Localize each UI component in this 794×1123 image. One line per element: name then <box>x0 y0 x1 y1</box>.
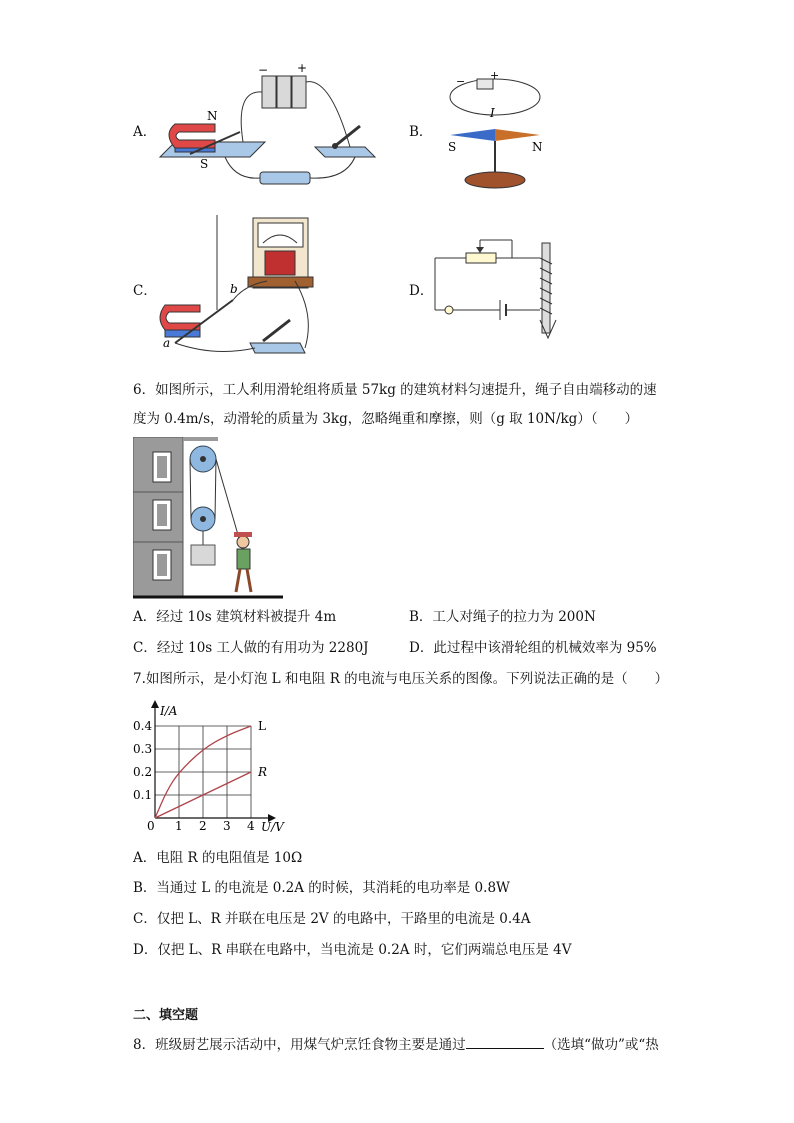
x-axis-label: U/V <box>261 820 284 834</box>
iv-graph <box>130 698 295 838</box>
figure-6-pulley-system <box>133 437 283 600</box>
y-axis-arrow <box>151 700 159 708</box>
q6-option-b: B．工人对绳子的拉力为 200N <box>409 609 596 625</box>
option-a-label: A． <box>133 124 157 140</box>
q7-option-d: D．仅把 L、R 串联在电路中，当电流是 0.2A 时，它们两端总电压是 4V <box>133 942 572 958</box>
q8-stem-part1: 8．班级厨艺展示活动中，用煤气炉烹饪食物主要是通过 <box>133 1037 466 1053</box>
compass-n-label: N <box>532 140 543 154</box>
battery-plus-label: + <box>297 62 308 75</box>
series-label-L: L <box>258 719 266 733</box>
y-axis-label: I/A <box>160 704 178 718</box>
q6-stem-line1: 6．如图所示，工人利用滑轮组将质量 57kg 的建筑材料匀速提升，绳子自由端移动的速 <box>133 382 657 398</box>
q6-option-a: A．经过 10s 建筑材料被提升 4m <box>133 609 337 625</box>
q6-stem-line2: 度为 0.4m/s，动滑轮的质量为 3kg，忽略绳重和摩擦，则（g 取 10N/kg）（ ） <box>133 411 639 427</box>
figure-5d-electromagnet-circuit <box>430 238 570 343</box>
option-b-label: B． <box>409 124 433 140</box>
q7-option-c: C．仅把 L、R 并联在电压是 2V 的电路中，干路里的电流是 0.4A <box>133 911 531 927</box>
wire-a-label: a <box>163 336 171 350</box>
y-tick-label: 0.1 <box>133 788 153 802</box>
figure-5c-galvanometer <box>155 215 315 360</box>
figure-5b-compass-wire <box>430 65 560 195</box>
current-label: I <box>490 106 495 120</box>
cell-plus-label: + <box>490 69 500 82</box>
chart-grid <box>155 726 251 818</box>
origin-label: 0 <box>147 819 155 833</box>
q8-answer-blank[interactable] <box>466 1034 544 1049</box>
x-tick-label: 3 <box>223 819 231 833</box>
option-d-label: D． <box>409 283 434 299</box>
wire-b-label: b <box>230 282 238 296</box>
section-heading: 二、填空题 <box>133 1008 199 1023</box>
series-label-R: R <box>258 765 268 779</box>
x-tick-label: 1 <box>175 819 183 833</box>
q6-option-c: C．经过 10s 工人做的有用功为 2280J <box>133 640 369 656</box>
cell-minus-label: − <box>456 75 466 88</box>
q7-option-b: B．当通过 L 的电流是 0.2A 的时候，其消耗的电功率是 0.8W <box>133 880 510 896</box>
x-tick-label: 4 <box>247 819 255 833</box>
y-tick-label: 0.3 <box>133 742 153 756</box>
q8-stem-part2: （选填“做功”或“热 <box>543 1037 659 1053</box>
x-tick-label: 2 <box>199 819 207 833</box>
y-tick-label: 0.4 <box>133 719 153 733</box>
q6-option-d: D．此过程中该滑轮组的机械效率为 95% <box>409 640 657 656</box>
figure-5a-motor-circuit <box>155 62 380 187</box>
q7-option-a: A．电阻 R 的电阻值是 10Ω <box>133 850 303 866</box>
magnet-n-label: N <box>207 109 218 123</box>
battery-minus-label: − <box>258 63 269 77</box>
q7-stem: 7.如图所示，是小灯泡 L 和电阻 R 的电流与电压关系的图像。下列说法正确的是（ ） <box>133 671 669 687</box>
option-c-label: C． <box>133 283 157 299</box>
y-tick-label: 0.2 <box>133 765 153 779</box>
magnet-s-label: S <box>200 157 209 171</box>
q8-stem <box>133 1034 659 1055</box>
compass-s-label: S <box>448 140 457 154</box>
